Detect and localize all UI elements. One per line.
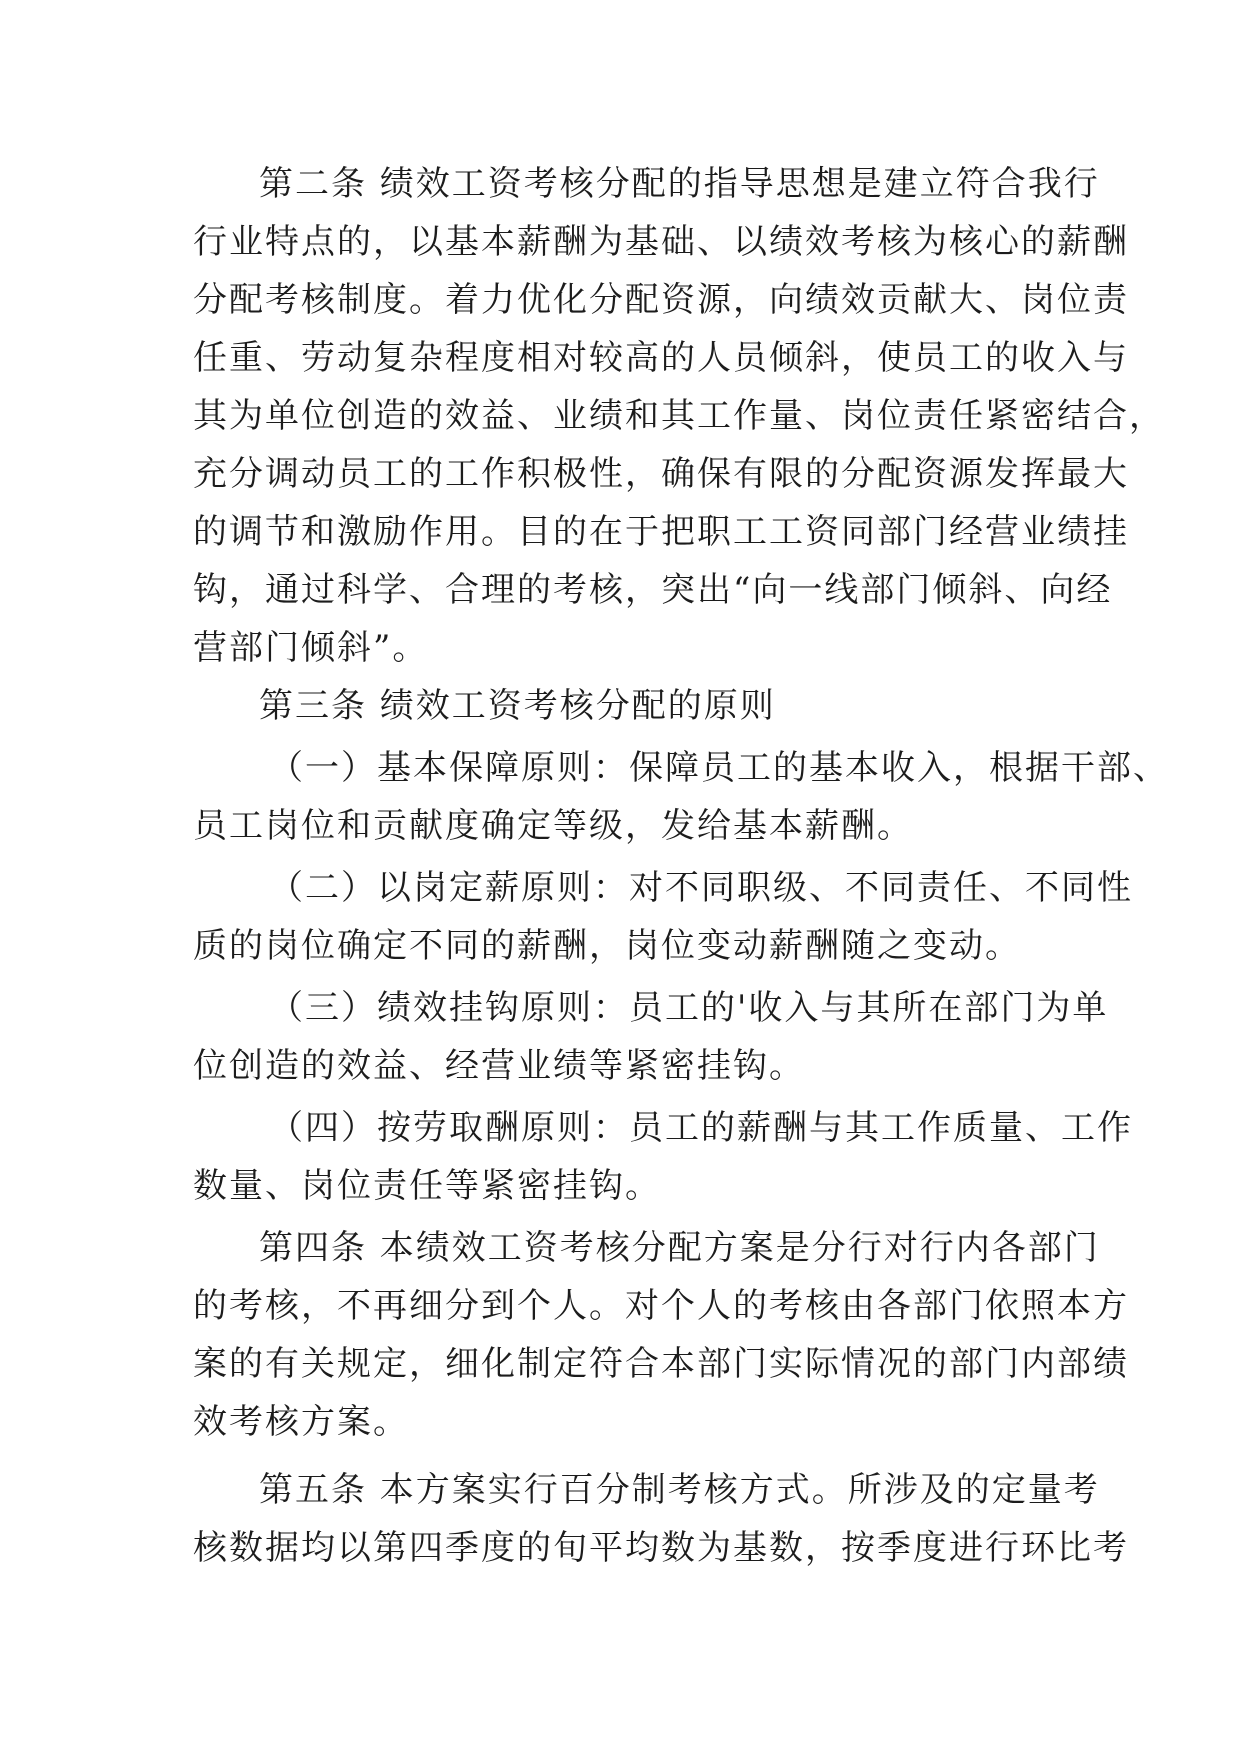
text-line: 钩，通过科学、合理的考核，突出“向一线部门倾斜、向经 [193,570,1113,610]
text-line: 分配考核制度。着力优化分配资源，向绩效贡献大、岗位责 [193,280,1129,320]
text-line-principle-3: （三）绩效挂钩原则：员工的'收入与其所在部门为单 [269,988,1109,1028]
text-line: 行业特点的，以基本薪酬为基础、以绩效考核为核心的薪酬 [193,222,1129,262]
text-line-article-5: 第五条 本方案实行百分制考核方式。所涉及的定量考 [259,1470,1100,1510]
text-line: 任重、劳动复杂程度相对较高的人员倾斜，使员工的收入与 [193,338,1129,378]
text-line: 案的有关规定，细化制定符合本部门实际情况的部门内部绩 [193,1344,1129,1384]
text-line: 其为单位创造的效益、业绩和其工作量、岗位责任紧密结合， [193,396,1165,436]
text-line: 充分调动员工的工作积极性，确保有限的分配资源发挥最大 [193,454,1129,494]
text-line-article-4: 第四条 本绩效工资考核分配方案是分行对行内各部门 [259,1228,1100,1268]
text-line-article-3: 第三条 绩效工资考核分配的原则 [259,686,776,726]
text-line: 数量、岗位责任等紧密挂钩。 [193,1166,661,1206]
document-body [193,155,1169,1577]
text-line-principle-1: （一）基本保障原则：保障员工的基本收入，根据干部、 [269,748,1169,788]
text-line: 核数据均以第四季度的旬平均数为基数，按季度进行环比考 [193,1528,1129,1568]
text-line: 营部门倾斜”。 [193,628,429,668]
text-line: 的调节和激励作用。目的在于把职工工资同部门经营业绩挂 [193,512,1129,552]
text-line: 质的岗位确定不同的薪酬，岗位变动薪酬随之变动。 [193,926,1021,966]
text-line-principle-2: （二）以岗定薪原则：对不同职级、不同责任、不同性 [269,868,1133,908]
text-line: 位创造的效益、经营业绩等紧密挂钩。 [193,1046,805,1086]
text-line: 的考核，不再细分到个人。对个人的考核由各部门依照本方 [193,1286,1129,1326]
text-line: 员工岗位和贡献度确定等级，发给基本薪酬。 [193,806,913,846]
text-line: 效考核方案。 [193,1402,409,1442]
text-line-principle-4: （四）按劳取酬原则：员工的薪酬与其工作质量、工作 [269,1108,1133,1148]
text-line-article-2: 第二条 绩效工资考核分配的指导思想是建立符合我行 [259,164,1100,204]
